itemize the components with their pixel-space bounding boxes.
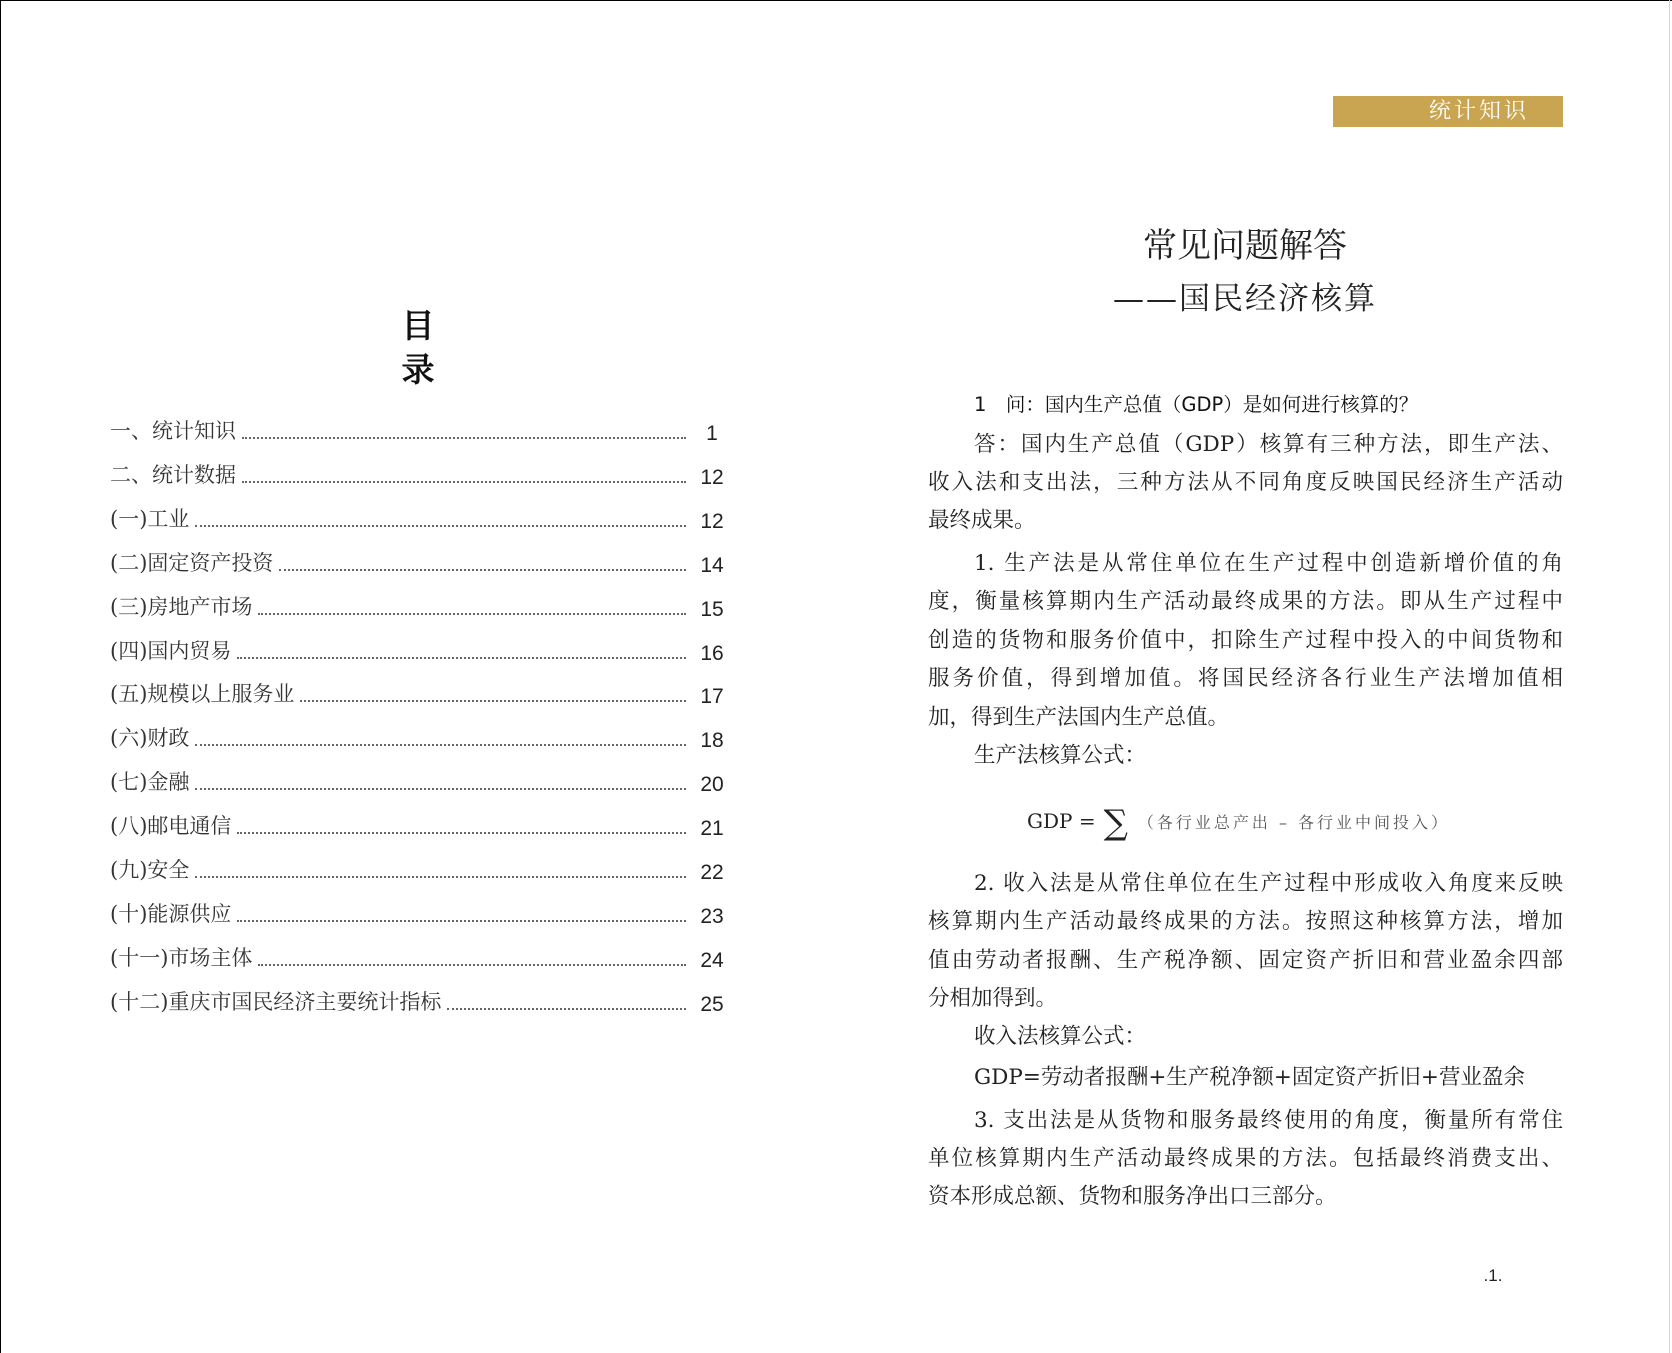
income-formula-label: 收入法核算公式： (974, 1024, 1147, 1049)
section-tag: 统计知识 (1333, 96, 1563, 127)
toc-entry (110, 766, 734, 798)
toc-entry-page: 15 (700, 597, 724, 621)
toc-entry (110, 942, 734, 974)
paragraph-line: 创造的货物和服务价值中，扣除生产过程中投入的中间货物和 (928, 628, 1563, 653)
paragraph-line: 核算期内生产活动最终成果的方法。按照这种核算方法，增加 (928, 909, 1563, 934)
toc-entry (110, 898, 734, 930)
toc-dot-leader (237, 920, 686, 922)
toc-entry-label: (十一)市场主体 (110, 945, 253, 970)
toc-entry (110, 854, 734, 886)
toc-entry (110, 415, 734, 447)
page-border-left (0, 0, 1, 1353)
page-number: .1. (1483, 1266, 1503, 1285)
toc-entry-label: (八)邮电通信 (110, 814, 232, 839)
toc-entry (110, 591, 734, 623)
toc-entry-label: (十)能源供应 (110, 901, 232, 926)
toc-entry-page: 20 (700, 773, 724, 797)
paragraph-line: 1. 生产法是从常住单位在生产过程中创造新增价值的角 (974, 551, 1563, 576)
toc-entry-page: 12 (700, 465, 724, 489)
toc-entry (110, 678, 734, 710)
toc-entry (110, 459, 734, 491)
page-border-top (0, 0, 1672, 1)
toc-dot-leader (237, 657, 686, 659)
paragraph-line: 分相加得到。 (928, 986, 1058, 1011)
toc-entry (110, 986, 734, 1018)
toc-entry (110, 810, 734, 842)
toc-entry (110, 503, 734, 535)
toc-dot-leader (195, 744, 686, 746)
toc-dot-leader (258, 613, 686, 615)
toc-dot-leader (258, 964, 686, 966)
formula-rhs: （各行业总产出 – 各行业中间投入） (1137, 812, 1451, 832)
toc-dot-leader (279, 569, 686, 571)
toc-entry-label: (二)固定资产投资 (110, 550, 274, 575)
toc-entry-label: (一)工业 (110, 506, 190, 531)
production-formula (1027, 801, 1450, 841)
toc-entry-page: 18 (700, 729, 724, 753)
paragraph-line: 资本形成总额、货物和服务净出口三部分。 (928, 1184, 1337, 1209)
paragraph-line: 3. 支出法是从货物和服务最终使用的角度，衡量所有常住 (974, 1108, 1563, 1133)
formula-lhs: GDP = (1027, 809, 1096, 833)
paragraph-line: 值由劳动者报酬、生产税净额、固定资产折旧和营业盈余四部 (928, 948, 1563, 973)
paragraph-line: 加，得到生产法国内生产总值。 (928, 705, 1230, 730)
toc-entry-label: (九)安全 (110, 858, 190, 882)
toc-entry-label: 一、统计知识 (110, 419, 236, 443)
paragraph-line: 2. 收入法是从常住单位在生产过程中形成收入角度来反映 (974, 871, 1563, 896)
toc-entry-label: (四)国内贸易 (110, 638, 232, 663)
sum-symbol: ∑ (1103, 803, 1128, 843)
paragraph-line: 答：国内生产总值（GDP）核算有三种方法，即生产法、 (974, 432, 1563, 457)
toc-entry-page: 22 (700, 861, 724, 884)
toc-dot-leader (242, 481, 686, 483)
page-border-right (1669, 0, 1670, 1353)
toc-entry-label: 二、统计数据 (110, 462, 236, 487)
toc-entry-page: 25 (700, 992, 724, 1016)
production-formula-label: 生产法核算公式： (974, 743, 1147, 768)
toc-dot-leader (242, 437, 686, 439)
question-heading: 1 问：国内生产总值（GDP）是如何进行核算的？ (974, 393, 1419, 416)
toc-entry-label: (七)金融 (110, 770, 190, 795)
paragraph-line: 单位核算期内生产活动最终成果的方法。包括最终消费支出、 (928, 1146, 1563, 1171)
toc-entry-label: (五)规模以上服务业 (110, 682, 295, 707)
toc-entry-page: 21 (700, 817, 724, 841)
income-formula: GDP=劳动者报酬+生产税净额+固定资产折旧+营业盈余 (974, 1065, 1525, 1090)
paragraph-line: 服务价值，得到增加值。将国民经济各行业生产法增加值相 (928, 666, 1563, 691)
toc-dot-leader (300, 700, 686, 702)
toc-entry-page: 16 (700, 641, 724, 665)
toc-entry-page: 1 (706, 422, 718, 445)
toc-title: 目录 (401, 306, 504, 389)
toc-dot-leader (447, 1008, 686, 1010)
toc-dot-leader (195, 525, 686, 527)
toc-entry-page: 14 (700, 553, 724, 577)
toc-entry (110, 547, 734, 579)
toc-entry-label: (十二)重庆市国民经济主要统计指标 (110, 989, 442, 1014)
toc-entry-label: (六)财政 (110, 726, 190, 751)
paragraph-line: 最终成果。 (928, 508, 1036, 533)
toc-entry-page: 17 (700, 685, 724, 709)
toc-entry-page: 24 (700, 948, 724, 972)
toc-dot-leader (195, 788, 686, 790)
toc-entry-page: 12 (700, 509, 724, 533)
toc-entry (110, 722, 734, 754)
toc-dot-leader (195, 876, 686, 878)
page-title: 常见问题解答 (1143, 226, 1347, 266)
paragraph-line: 度，衡量核算期内生产活动最终成果的方法。即从生产过程中 (928, 589, 1563, 614)
toc-entry-label: (三)房地产市场 (110, 594, 253, 619)
toc-entry (110, 635, 734, 667)
toc-dot-leader (237, 832, 686, 834)
paragraph-line: 收入法和支出法，三种方法从不同角度反映国民经济生产活动 (928, 470, 1563, 495)
toc-entry-page: 23 (700, 904, 724, 928)
page-subtitle: ——国民经济核算 (1113, 281, 1377, 317)
